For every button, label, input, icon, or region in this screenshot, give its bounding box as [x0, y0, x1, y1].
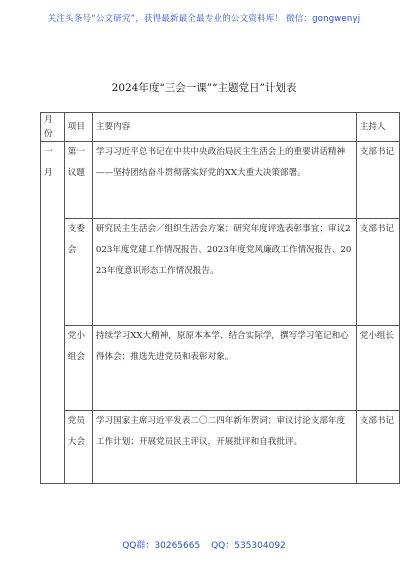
header-content: 主要内容 — [92, 113, 356, 142]
qq-group-text: QQ群：30265665 — [122, 541, 201, 551]
footer-contact — [0, 538, 408, 551]
promo-banner: 关注头条号“公文研究”，获得最新最全最专业的公文资料库！ 微信：gongwenyj — [47, 14, 361, 24]
table-row — [41, 219, 400, 326]
plan-table — [40, 112, 400, 484]
header-month: 月份 — [41, 113, 65, 142]
header-item: 项目 — [64, 113, 92, 142]
table-row — [41, 326, 400, 411]
host-cell: 支部书记 — [356, 142, 399, 219]
host-cell: 支部书记 — [356, 219, 399, 326]
qq-text: QQ：535304092 — [211, 541, 286, 551]
content-cell: 学习国家主席习近平发表二〇二四年新年贺词；审议讨论支部年度工作计划；开展党员民主评议，开展批评和自我批评。 — [92, 411, 356, 484]
month-cell: 一月 — [41, 142, 65, 484]
item-cell: 支委会 — [64, 219, 92, 326]
content-cell: 研究民主生活会／组织生活会方案；研究年度评选表彰事宜；审议2023年度党建工作情况报告、2023年度党风廉政工作情况报告、2023年度意识形态工作情况报告。 — [92, 219, 356, 326]
header-host: 主持人 — [356, 113, 399, 142]
document-title: 2024年度“三会一课”“主题党日”计划表 — [111, 82, 297, 94]
table-row — [41, 411, 400, 484]
item-cell: 党小组会 — [64, 326, 92, 411]
content-cell: 持续学习XX大精神，原原本本学、结合实际学，撰写学习笔记和心得体会；推选先进党员和表彰对象。 — [92, 326, 356, 411]
item-cell: 第一议题 — [64, 142, 92, 219]
host-cell: 党小组长 — [356, 326, 399, 411]
table-row — [41, 142, 400, 219]
host-cell: 支部书记 — [356, 411, 399, 484]
table-header-row — [41, 113, 400, 142]
item-cell: 党员大会 — [64, 411, 92, 484]
content-cell: 学习习近平总书记在中共中央政治局民主生活会上的重要讲话精神——坚持团结奋斗贯彻落实好党的XX大重大决策部署。 — [92, 142, 356, 219]
